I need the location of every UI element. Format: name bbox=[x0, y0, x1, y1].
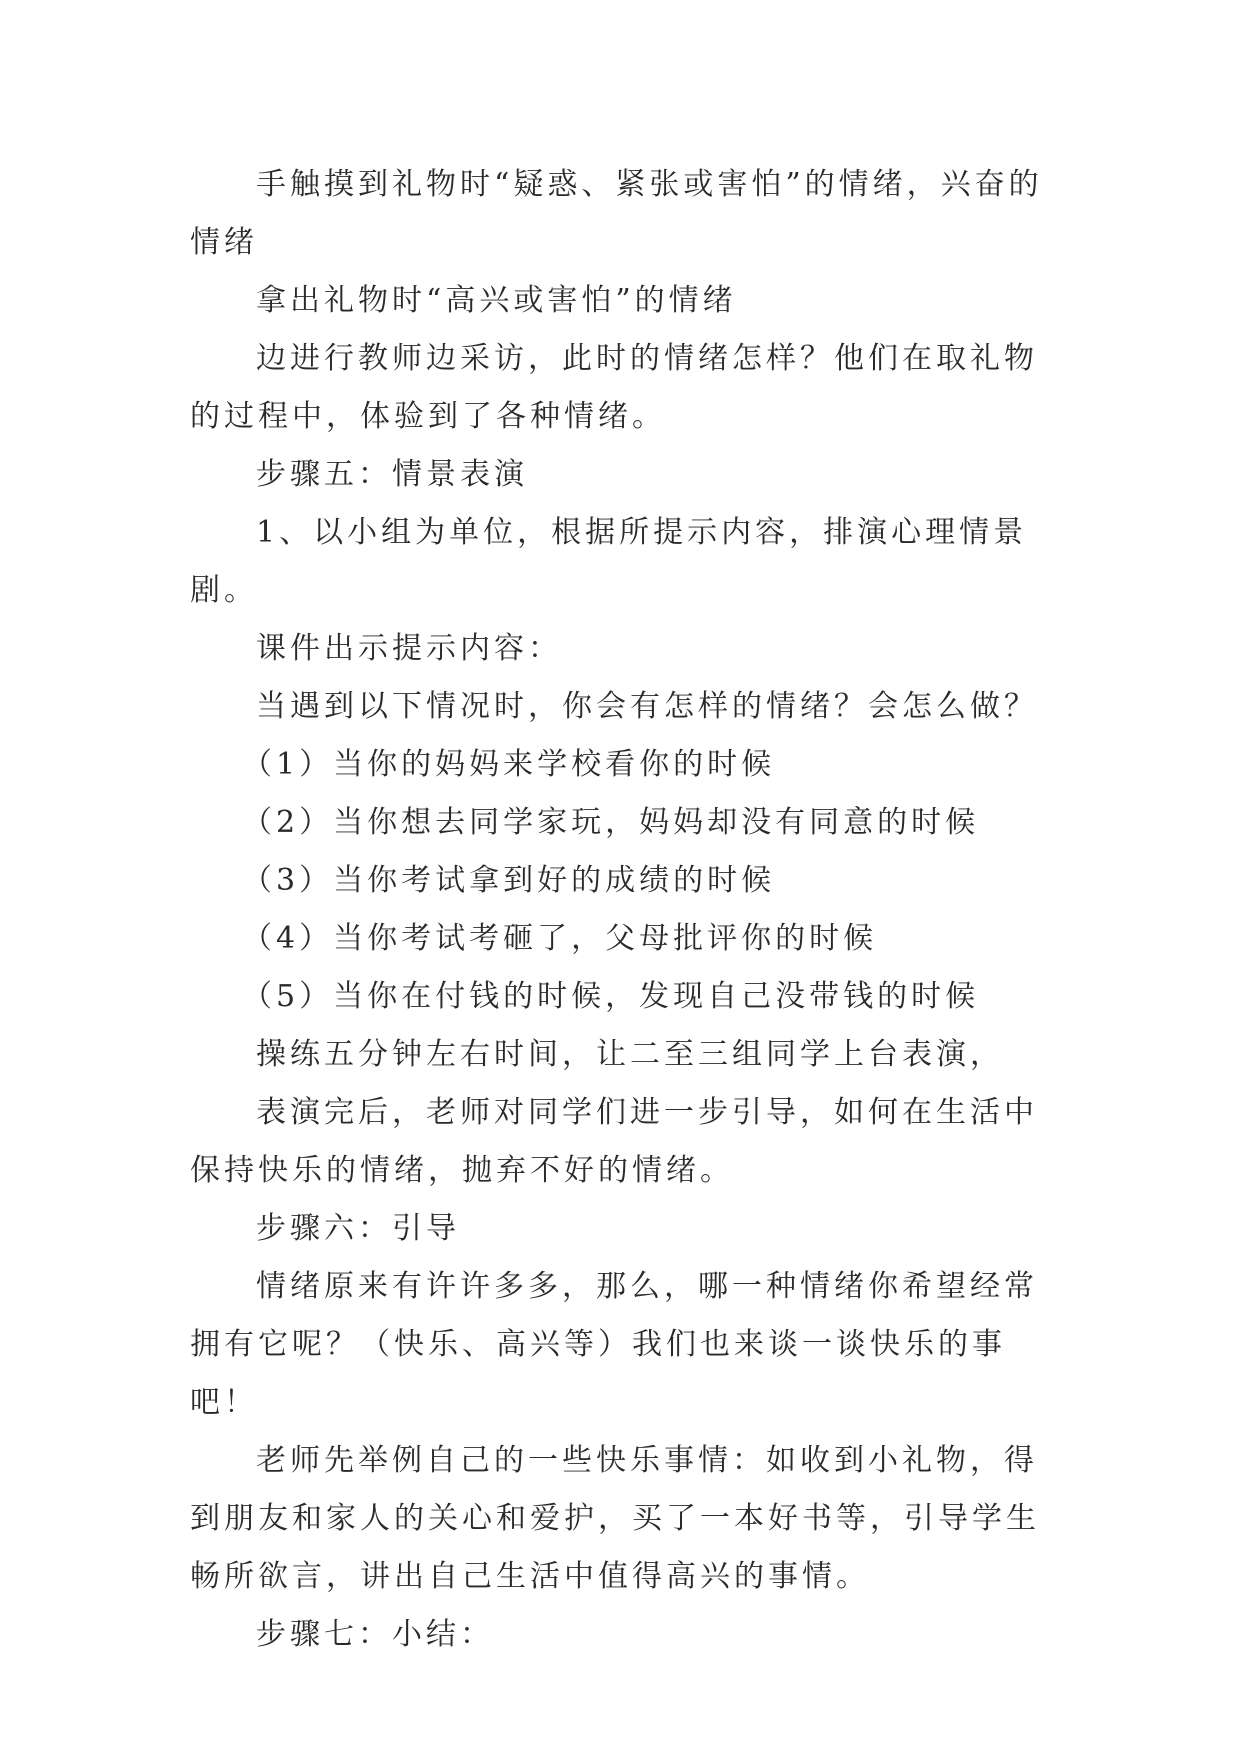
list-item-situation-2: （2）当你想去同学家玩，妈妈却没有同意的时候 bbox=[242, 805, 980, 840]
paragraph-many-emotions: 情绪原来有许许多多，那么，哪一种情绪你希望经常拥有它呢？（快乐、高兴等）我们也来谈一谈快乐的事吧！ bbox=[190, 1269, 1038, 1420]
paragraph-teacher-examples: 老师先举例自己的一些快乐事情：如收到小礼物，得到朋友和家人的关心和爱护，买了一本好书等，引导学生畅所欲言，讲出自己生活中值得高兴的事情。 bbox=[190, 1443, 1040, 1594]
paragraph-courseware-prompt: 课件出示提示内容： bbox=[256, 631, 562, 666]
paragraph-group-rehearsal: 1、以小组为单位，根据所提示内容，排演心理情景剧。 bbox=[190, 515, 1028, 608]
paragraph-teacher-interview: 边进行教师边采访，此时的情绪怎样？他们在取礼物的过程中，体验到了各种情绪。 bbox=[190, 341, 1038, 434]
paragraph-practice-time: 操练五分钟左右时间，让二至三组同学上台表演， bbox=[256, 1037, 1004, 1072]
paragraph-situation-question: 当遇到以下情况时，你会有怎样的情绪？会怎么做？ bbox=[256, 689, 1038, 724]
heading-step-seven: 步骤七：小结： bbox=[256, 1617, 494, 1652]
heading-step-five: 步骤五：情景表演 bbox=[256, 457, 528, 492]
document-body bbox=[190, 156, 1050, 1664]
heading-step-six: 步骤六：引导 bbox=[256, 1211, 460, 1246]
paragraph-gift-take-out-emotion: 拿出礼物时“高兴或害怕”的情绪 bbox=[256, 283, 737, 318]
list-item-situation-4: （4）当你考试考砸了，父母批评你的时候 bbox=[242, 921, 878, 956]
paragraph-gift-touch-emotion: 手触摸到礼物时“疑惑、紧张或害怕”的情绪，兴奋的情绪 bbox=[190, 167, 1043, 260]
list-item-situation-1: （1）当你的妈妈来学校看你的时候 bbox=[242, 747, 776, 782]
list-item-situation-3: （3）当你考试拿到好的成绩的时候 bbox=[242, 863, 776, 898]
list-item-situation-5: （5）当你在付钱的时候，发现自己没带钱的时候 bbox=[242, 979, 980, 1014]
paragraph-after-performance: 表演完后，老师对同学们进一步引导，如何在生活中保持快乐的情绪，抛弃不好的情绪。 bbox=[190, 1095, 1038, 1188]
